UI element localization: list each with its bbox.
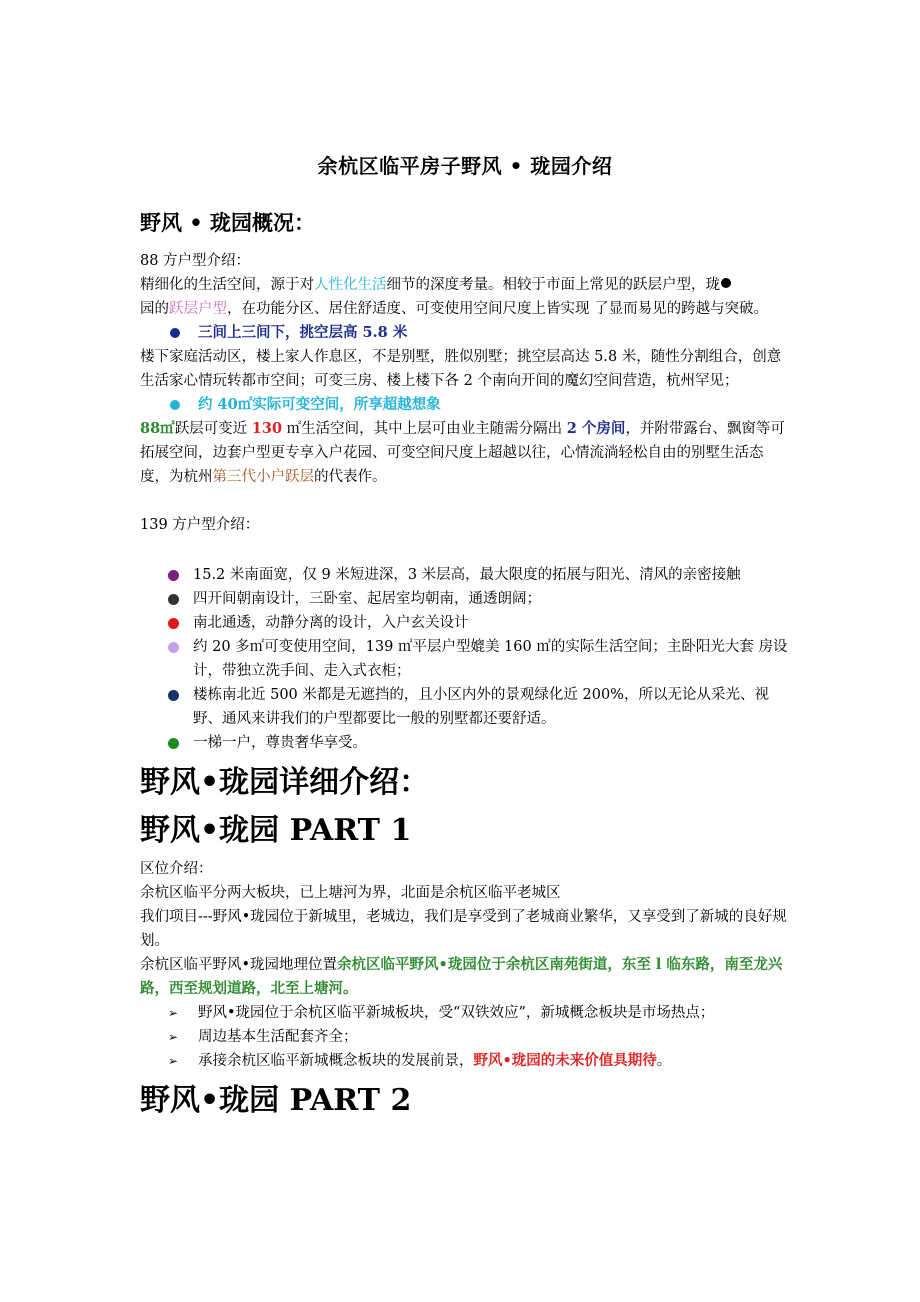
list-item: 15.2 米南面宽，仅 9 米短进深，3 米层高，最大限度的拓展与阳光、清风的亲密接触 (140, 563, 790, 587)
list-item: 四开间朝南设计，三卧室、起居室均朝南，通透朗阔； (140, 587, 790, 611)
navy-bullet-icon (170, 328, 180, 338)
arrow-bullet-icon: ➢ (168, 1030, 179, 1044)
document-title: 余杭区临平房子野风 • 珑园介绍 (317, 154, 613, 178)
overview-heading: 野风 • 珑园概况： (140, 210, 316, 235)
paragraph: 余杭区临平分两大板块，已上塘河为界，北面是余杭区临平老城区 (140, 885, 561, 901)
arrow-list-item: ➢ 承接余杭区临平新城概念板块的发展前景，野风•珑园的未来价值具期待。 (140, 1049, 790, 1073)
bullet-icon (168, 618, 179, 629)
part1-heading: 野风•珑园 PART 1 (140, 813, 412, 848)
location-label: 区位介绍： (140, 861, 213, 877)
part2-heading: 野风•珑园 PART 2 (140, 1083, 412, 1118)
list-item: 楼栋南北近 500 米都是无遮挡的，且小区内外的景观绿化近 200%，所以无论从采光、视野、通风来讲我们的户型都要比一般的别墅都还要舒适。 (140, 683, 790, 731)
bullet-icon (168, 690, 179, 701)
arrow-bullet-icon: ➢ (168, 1006, 179, 1020)
cyan-bullet-icon (170, 400, 180, 410)
paragraph: 我们项目---野风•珑园位于新城里，老城边，我们是享受到了老城商业繁华，又享受到了新城的良好规划。 (140, 909, 787, 949)
bullet-item: 三间上三间下，挑空层高 5.8 米 (140, 321, 790, 345)
detail-heading: 野风•珑园详细介绍： (140, 765, 430, 800)
paragraph: 楼下家庭活动区，楼上家人作息区，不是别墅，胜似别墅；挑空层高达 5.8 米，随性分割组合，创意生活家心情玩转都市空间；可变三房、楼上楼下各 2 个南向开间的魔幻空间营造，杭州罕见； (140, 349, 782, 389)
paragraph: 88㎡跃层可变近 130 ㎡生活空间，其中上层可由业主随需分隔出 2 个房间，并附带露台、飘窗等可拓展空间，边套户型更专享入户花园、可变空间尺度上超越以往，心情流淌轻松自由的别墅生活态度，为杭州第三代小户跃层的代表作。 (140, 420, 785, 485)
paragraph: 余杭区临平野风•珑园地理位置余杭区临平野风•珑园位于余杭区南苑街道，东至 l 临东路，南至龙兴路，西至规划道路，北至上塘河。 (140, 956, 783, 997)
feature-list (140, 563, 790, 755)
type139-label: 139 方户型介绍： (140, 517, 260, 533)
list-item: 一梯一户，尊贵奢华享受。 (140, 731, 790, 755)
list-item: 南北通透，动静分离的设计，入户玄关设计 (140, 611, 790, 635)
bullet-icon (168, 570, 179, 581)
bullet-item: 约 40㎡实际可变空间，所享超越想象 (140, 393, 790, 417)
type88-label: 88 方户型介绍： (140, 253, 251, 269)
arrow-list-item: ➢ 野风•珑园位于余杭区临平新城板块，受“双铁效应”，新城概念板块是市场热点； (140, 1001, 790, 1025)
document-page (140, 150, 790, 1127)
arrow-bullet-icon: ➢ (168, 1054, 179, 1068)
black-dot-icon (721, 278, 731, 288)
intro-paragraph: 精细化的生活空间，源于对人性化生活细节的深度考量。相较于市面上常见的跃层户型，珑 园的跃层户型，在功能分区、居住舒适度、可变使用空间尺度上皆实现 了显而易见的跨越与突破。 (140, 277, 769, 317)
bullet-icon (168, 738, 179, 749)
arrow-list-item: ➢ 周边基本生活配套齐全； (140, 1025, 790, 1049)
bullet-icon (168, 642, 179, 653)
bullet-icon (168, 594, 179, 605)
list-item: 约 20 多㎡可变使用空间，139 ㎡平层户型媲美 160 ㎡的实际生活空间；主卧阳光大套 房设计，带独立洗手间、走入式衣柜； (140, 635, 790, 683)
